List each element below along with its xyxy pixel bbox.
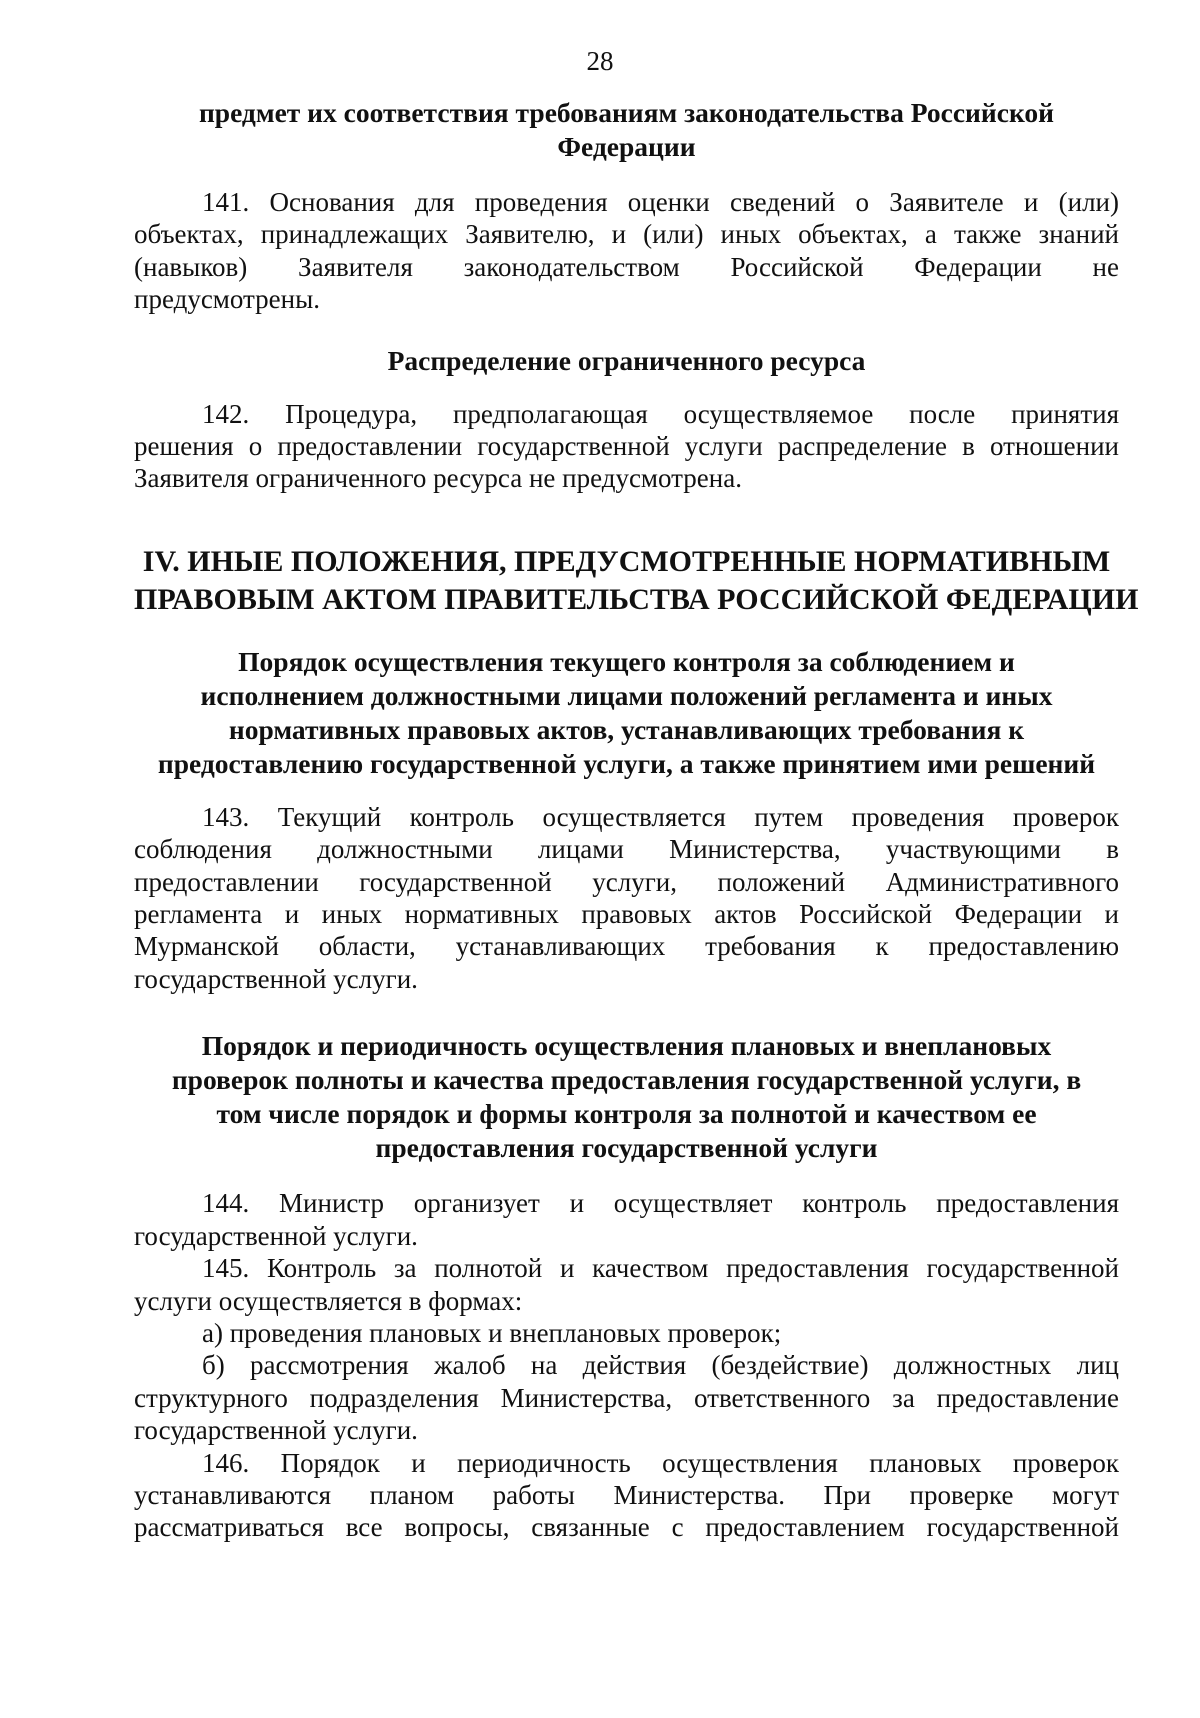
paragraph-144 — [134, 1187, 1119, 1252]
paragraph-145 — [134, 1252, 1119, 1317]
paragraph-line: предусмотрены. — [134, 284, 320, 315]
paragraph-146 — [134, 1447, 1119, 1544]
page-number: 28 — [586, 46, 614, 76]
paragraph-line: 146. Порядок и периодичность осуществления плановых проверок — [202, 1447, 1119, 1478]
paragraph-line: государственной услуги. — [134, 1415, 418, 1446]
chapter-title-line: IV. ИНЫЕ ПОЛОЖЕНИЯ, ПРЕДУСМОТРЕННЫЕ НОРМАТИВНЫМ — [142, 544, 1111, 578]
paragraph-line: структурного подразделения Министерства, ответственного за предоставление — [134, 1382, 1119, 1413]
heading-line: исполнением должностными лицами положений регламента и иных — [200, 679, 1053, 711]
heading-line: предоставлению государственной услуги, а также принятием ими решений — [157, 747, 1096, 779]
heading-line: нормативных правовых актов, устанавливающих требования к — [228, 713, 1025, 745]
paragraph-143 — [134, 801, 1119, 995]
paragraph-line: 144. Министр организует и осуществляет контроль предоставления — [202, 1188, 1119, 1219]
paragraph-145-item-b — [134, 1349, 1119, 1446]
heading-line: Федерации — [557, 131, 696, 162]
paragraph-line: Мурманской области, устанавливающих требования к предоставлению — [134, 931, 1119, 962]
paragraph-line: предоставлении государственной услуги, положений Административного — [134, 866, 1119, 897]
heading-line: Порядок и периодичность осуществления плановых и внеплановых — [201, 1030, 1052, 1062]
paragraph-line: решения о предоставлении государственной услуги распределение в отношении — [134, 431, 1119, 462]
heading-line: предмет их соответствия требованиям законодательства Российской — [198, 97, 1055, 128]
heading-line: предоставления государственной услуги — [375, 1132, 878, 1164]
paragraph-line: государственной услуги. — [134, 1220, 418, 1251]
paragraph-line: объектах, принадлежащих Заявителю, и (или) иных объектах, а также знаний — [134, 219, 1119, 250]
paragraph-line: 142. Процедура, предполагающая осуществляемое после принятия — [202, 398, 1119, 429]
paragraph-line: 141. Основания для проведения оценки сведений о Заявителе и (или) — [202, 187, 1119, 217]
paragraph-line: Заявителя ограниченного ресурса не предусмотрена. — [134, 463, 742, 494]
heading-line: проверок полноты и качества предоставления государственной услуги, в — [171, 1064, 1082, 1096]
section-heading-current-control — [134, 645, 1119, 781]
paragraph-line: 143. Текущий контроль осуществляется путем проведения проверок — [202, 801, 1119, 832]
paragraph-line: 145. Контроль за полнотой и качеством предоставления государственной — [202, 1253, 1119, 1284]
heading-line: Порядок осуществления текущего контроля за соблюдением и — [238, 645, 1015, 677]
paragraph-line: а) проведения плановых и внеплановых проверок; — [202, 1317, 782, 1348]
paragraph-line: соблюдения должностными лицами Министерства, участвующими в — [134, 834, 1119, 865]
paragraph-line: (навыков) Заявителя законодательством Российской Федерации не — [134, 251, 1119, 282]
heading-line: том числе порядок и формы контроля за полнотой и качеством ее — [216, 1098, 1037, 1130]
chapter-title-line: ПРАВОВЫМ АКТОМ ПРАВИТЕЛЬСТВА РОССИЙСКОЙ ФЕДЕРАЦИИ — [134, 582, 1139, 616]
section-heading-limited-resource — [134, 344, 1119, 378]
heading-line: Распределение ограниченного ресурса — [387, 344, 866, 376]
paragraph-line: б) рассмотрения жалоб на действия (бездействие) должностных лиц — [202, 1350, 1119, 1381]
paragraph-145-item-a — [134, 1317, 1119, 1349]
section-heading-legal-compliance — [134, 96, 1119, 164]
paragraph-line: рассматриваться все вопросы, связанные с предоставлением государственной — [134, 1512, 1119, 1543]
paragraph-142 — [134, 398, 1119, 495]
chapter-title-iv — [134, 543, 1139, 619]
paragraph-line: регламента и иных нормативных правовых актов Российской Федерации и — [134, 899, 1119, 930]
paragraph-141 — [134, 186, 1119, 316]
paragraph-line: услуги осуществляется в формах: — [134, 1285, 523, 1316]
paragraph-line: устанавливаются планом работы Министерства. При проверке могут — [134, 1479, 1119, 1510]
paragraph-line: государственной услуги. — [134, 963, 418, 994]
page-content — [134, 96, 1139, 1544]
section-heading-inspections — [134, 1029, 1119, 1165]
